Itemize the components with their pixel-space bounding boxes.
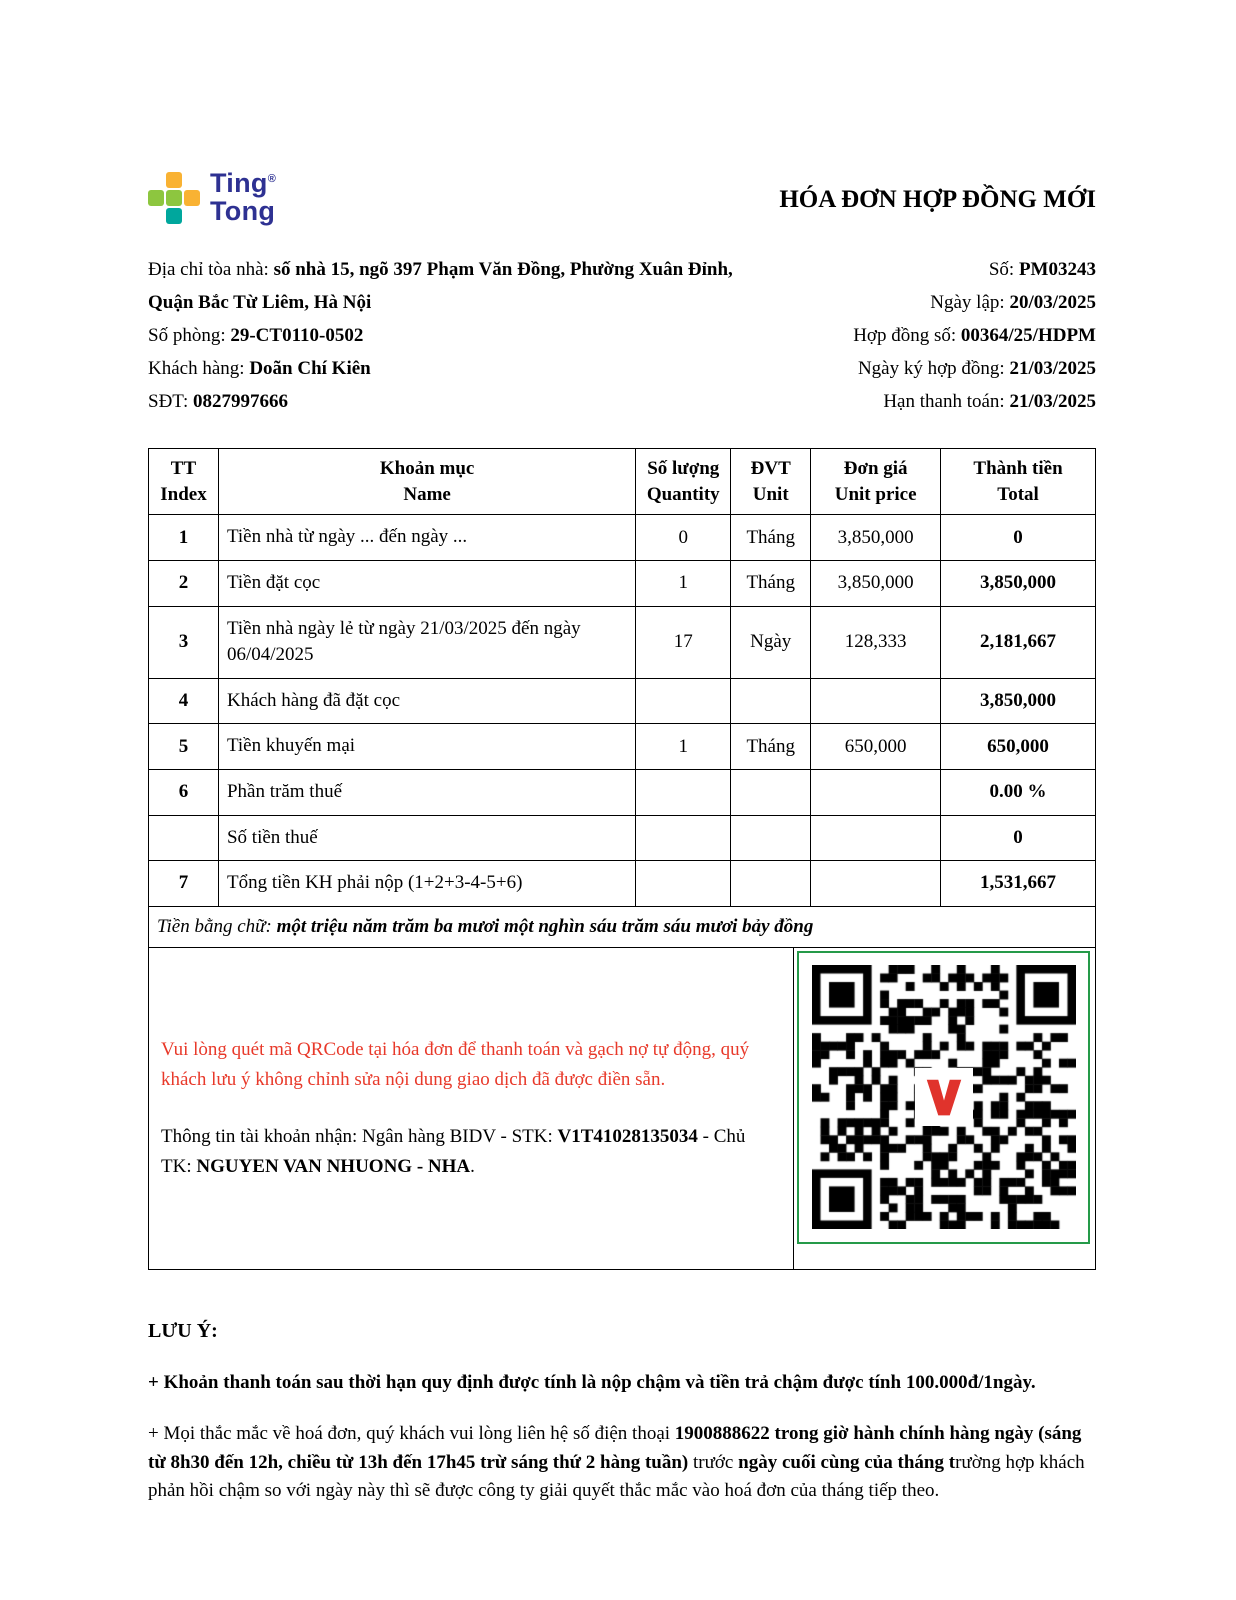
qr-instruction: Vui lòng quét mã QRCode tại hóa đơn để thanh toán và gạch nợ tự động, quý khách lưu ý không chỉnh sửa nội dung giao dịch đã được điền sẵn. [161,1039,750,1090]
table-row: 1 Tiền nhà từ ngày ... đến ngày ... 0 Tháng 3,850,000 0 [149,515,1096,561]
info-right [853,253,1096,418]
table-row: 7 Tổng tiền KH phải nộp (1+2+3-4-5+6) 1,531,667 [149,861,1096,907]
building-address-label: Địa chỉ tòa nhà: [148,259,274,281]
col-header-name: Khoản mục Name [218,449,635,515]
logo-tile-right [184,190,200,206]
note-late-payment: + Khoản thanh toán sau thời hạn quy định được tính là nộp chậm và tiền trả chậm được tính 100.000đ/1ngày. [148,1371,1036,1393]
customer-name-label: Khách hàng: [148,358,250,380]
account-holder: NGUYEN VAN NHUONG - NHA [196,1155,471,1177]
account-info: Thông tin tài khoản nhận: Ngân hàng BIDV - STK: V1T41028135034 - Chủ TK: NGUYEN VAN NHUONG - NHA. [161,1126,746,1177]
amount-in-words-row [149,906,1096,947]
payment-due-date: Hạn thanh toán: 21/03/2025 [883,391,1096,413]
table-row: 6 Phần trăm thuế 0.00 % [149,769,1096,815]
table-row: 4 Khách hàng đã đặt cọc 3,850,000 [149,678,1096,724]
invoice-number: Số: PM03243 [988,259,1096,281]
table-header-row [149,449,1096,515]
account-label: Thông tin tài khoản nhận: Ngân hàng BIDV - STK: [161,1126,558,1148]
customer-phone-value: 0827997666 [192,391,288,413]
col-header-unit: ĐVT Unit [731,449,811,515]
table-row: 5 Tiền khuyến mại 1 Tháng 650,000 650,000 [149,724,1096,770]
customer-name-value: Doãn Chí Kiên [249,358,371,380]
payment-section [148,948,1096,1270]
customer-phone [148,385,736,418]
qr-code [797,951,1090,1244]
col-header-unit-price: Đơn giá Unit price [811,449,941,515]
room-number [148,319,736,352]
contract-number: Hợp đồng số: 00364/25/HDPM [853,325,1096,347]
note-contact: + Mọi thắc mắc về hoá đơn, quý khách vui lòng liên hệ số điện thoại 1900888622 trong giờ hành chính hàng ngày (sáng từ 8h30 đến 12h, chiều từ 13h đến 17h45 trừ sáng thứ 2 hàng tuần) trước ngày cuối cùng của tháng trường hợp khách phản hồi chậm so với ngày này thì sẽ được công ty giải quyết thắc mắc vào hoá đơn của tháng tiếp theo. [148,1423,1085,1502]
issue-date: Ngày lập: 20/03/2025 [930,292,1096,314]
amount-words-label: Tiền bằng chữ: [157,915,277,937]
hotline-number: 1900888622 trong giờ hành chính hàng ngày (sáng từ 8h30 đến 12h, chiều từ 13h đến 17h45 trừ sáng thứ 2 hàng tuần) [148,1423,1082,1473]
col-header-total: Thành tiền Total [941,449,1096,515]
logo-tile-top [166,172,182,188]
vietqr-logo-icon [915,1068,973,1126]
notes-title: LƯU Ý: [148,1319,218,1342]
customer-name [148,352,736,385]
table-row: 3 Tiền nhà ngày lẻ từ ngày 21/03/2025 đến ngày 06/04/2025 17 Ngày 128,333 2,181,667 [149,606,1096,678]
logo-tile-center [166,190,182,206]
invoice-title: HÓA ĐƠN HỢP ĐỒNG MỚI [779,186,1096,213]
info-left [148,253,736,418]
logo-tile-left [148,190,164,206]
logo-tong: Tong [210,195,276,226]
table-row: 2 Tiền đặt cọc 1 Tháng 3,850,000 3,850,000 [149,560,1096,606]
room-number-value: 29-CT0110-0502 [230,325,364,347]
logo-ting: Ting [210,168,268,198]
amount-words-value: một triệu năm trăm ba mươi một nghìn sáu trăm sáu mươi bảy đồng [276,915,814,937]
building-address-value: số nhà 15, ngõ 397 Phạm Văn Đồng, Phường Xuân Đỉnh, Quận Bắc Từ Liêm, Hà Nội [148,259,733,314]
header [148,170,1096,225]
account-number: V1T41028135034 [557,1126,698,1148]
customer-phone-label: SĐT: [148,391,193,413]
col-header-quantity: Số lượng Quantity [636,449,731,515]
registered-mark: ® [267,173,277,185]
room-number-label: Số phòng: [148,325,231,347]
payment-text [149,948,793,1269]
building-address [148,253,736,319]
tingtong-logo [148,170,276,225]
table-row: Số tiền thuế 0 [149,815,1096,861]
footer-notes [148,1316,1096,1506]
tingtong-logo-icon [148,172,200,224]
invoice-items-table [148,448,1096,948]
qr-cell [793,948,1095,1269]
col-header-index: TT Index [149,449,219,515]
contract-sign-date: Ngày ký hợp đồng: 21/03/2025 [857,358,1096,380]
logo-tile-bottom [166,208,182,224]
tingtong-logo-text [210,170,276,225]
info-section [148,253,1096,418]
